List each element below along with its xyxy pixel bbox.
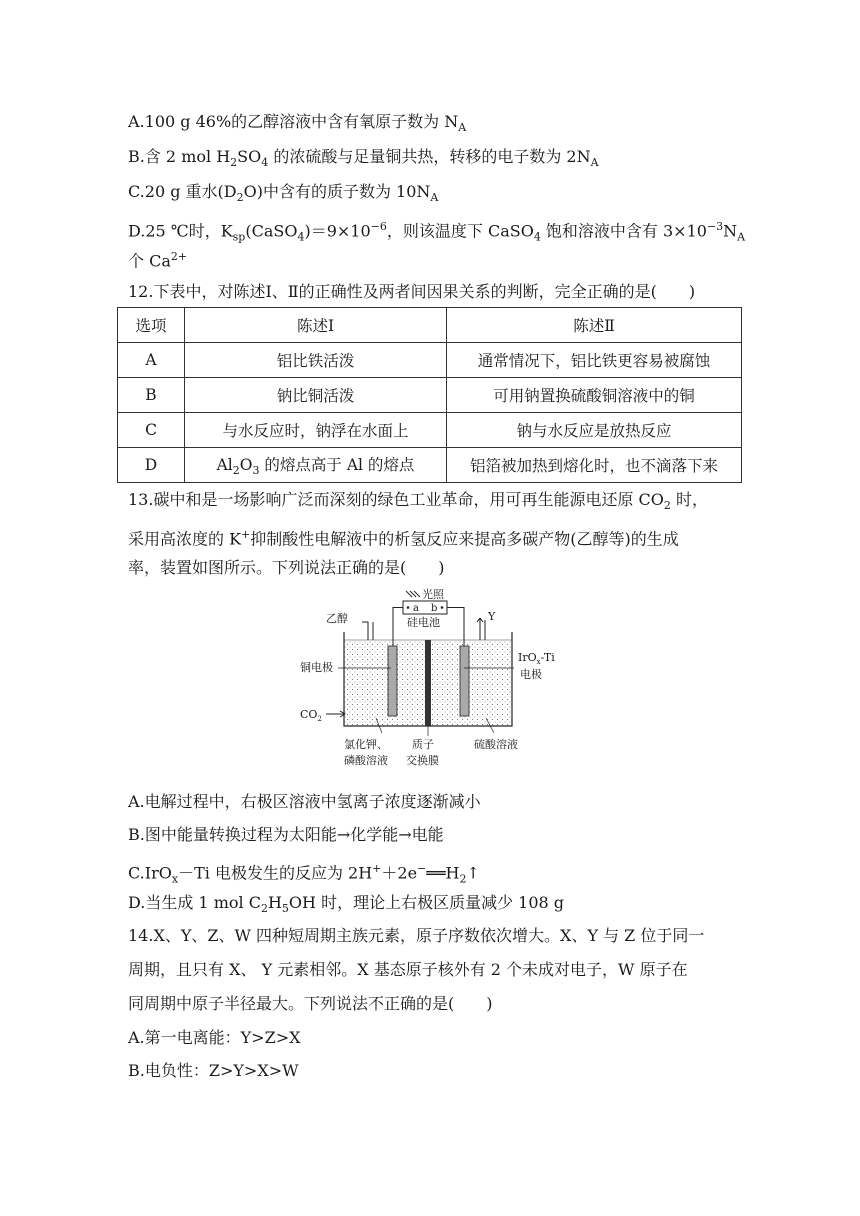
q13-stem-line1: 13.碳中和是一场影响广泛而深刻的绿色工业革命，用可再生能源电还原 $CO_2$ 时， (128, 490, 708, 513)
q12-stem: 12.下表中，对陈述Ⅰ、Ⅱ的正确性及两者间因果关系的判断，完全正确的是( ) (128, 282, 696, 301)
kcl-label: 氯化钾、 (344, 738, 388, 751)
q11-option-c: C.20 g 重水$(D_2O)$中含有的质子数为 $10N_A$ (128, 182, 439, 205)
q13-option-d: D.当生成 1 mol $C_2H_5OH$ 时，理论上右极区质量减少 108 g (128, 893, 565, 916)
q14-stem-line3: 同周期中原子半径最大。下列说法不正确的是( ) (128, 994, 493, 1013)
table-header-cell: 选项 (118, 308, 185, 343)
table-row (118, 413, 742, 448)
table-cell: 通常情况下，铝比铁更容易被腐蚀 (447, 343, 742, 378)
proton-exchange-membrane (425, 640, 431, 726)
q14-option-b: B.电负性：Z>Y>X>W (128, 1061, 299, 1080)
q14-stem-line2: 周期，且只有 X、 Y 元素相邻。X 基态原子核外有 2 个未成对电子，W 原子在 (128, 960, 688, 979)
gas-y-label: Y (488, 610, 496, 623)
q13-stem-line2: 采用高浓度的 K+抑制酸性电解液中的析氢反应来提高多碳产物(乙醇等)的生成 (128, 528, 679, 549)
q13-option-c: C.IrO$_x$－Ti 电极发生的反应为 $2H^++2e^-══H_2↑$ (128, 862, 480, 886)
table-cell: A (118, 343, 185, 378)
table-row (118, 343, 742, 378)
q13-option-a: A.电解过程中，右极区溶液中氢离子浓度逐渐减小 (128, 792, 481, 811)
table-header-cell: 陈述Ⅱ (447, 308, 742, 343)
membrane-label-2: 交换膜 (406, 754, 439, 767)
table-cell: 钠与水反应是放热反应 (447, 413, 742, 448)
electrolysis-diagram (296, 588, 556, 778)
q13-stem-line3: 率，装置如图所示。下列说法正确的是( ) (128, 558, 445, 577)
table-cell: 可用钠置换硫酸铜溶液中的铜 (447, 378, 742, 413)
q11-option-d: D.25 ℃时，$K_{sp}(CaSO_4)=9\times 10^{-6}$，则该温度下 CaSO$_4$ 饱和溶液中含有 $3\times 10^{-3}N_A$ (128, 220, 746, 244)
silicon-cell-box (403, 601, 447, 614)
table-cell: B (118, 378, 185, 413)
copper-electrode-label: 铜电极 (300, 661, 333, 674)
light-arrows-icon (406, 591, 420, 597)
table-cell: 铝比铁活泼 (185, 343, 447, 378)
light-label: 光照 (422, 588, 444, 601)
irox-ti-electrode (460, 646, 469, 716)
table-cell: D (118, 448, 185, 483)
table-header-cell: 陈述Ⅰ (185, 308, 447, 343)
table-cell: 钠比铜活泼 (185, 378, 447, 413)
irox-electrode-label: 电极 (520, 668, 542, 681)
table-header-row (118, 308, 742, 343)
cell-terminal-b: b (431, 603, 438, 614)
table-cell: C (118, 413, 185, 448)
q14-stem-line1: 14.X、Y、Z、W 四种短周期主族元素，原子序数依次增大。X、Y 与 Z 位于同一 (128, 926, 705, 945)
q14-option-a: A.第一电离能：Y>Z>X (128, 1028, 301, 1047)
sulfuric-acid-label: 硫酸溶液 (474, 738, 518, 751)
phosphoric-acid-label: 磷酸溶液 (344, 754, 388, 767)
copper-electrode (388, 646, 397, 716)
membrane-label-1: 质子 (412, 738, 434, 751)
q11-option-b: B.含 2 mol $H_2SO_4$ 的浓硫酸与足量铜共热，转移的电子数为 $2N_A$ (128, 147, 599, 170)
cell-terminal-a: a (413, 603, 419, 614)
table-cell: 铝箔被加热到熔化时，也不滴落下来 (447, 448, 742, 483)
table-row (118, 378, 742, 413)
q12-table (117, 307, 742, 483)
table-cell: $Al_2O_3$ 的熔点高于 Al 的熔点 (185, 448, 447, 483)
q13-option-b: B.图中能量转换过程为太阳能→化学能→电能 (128, 825, 444, 844)
irox-label: IrO$_x$-Ti (518, 651, 555, 666)
co2-label: $CO_2$ (300, 708, 322, 723)
table-cell: 与水反应时，钠浮在水面上 (185, 413, 447, 448)
q11-option-a: A.100 g 46%的乙醇溶液中含有氧原子数为 $N_A$ (128, 112, 467, 135)
ethanol-label: 乙醇 (326, 612, 348, 625)
silicon-cell-label: 硅电池 (407, 616, 440, 629)
q11-option-d-cont: 个 $Ca^{2+}$ (128, 250, 188, 271)
table-row (118, 448, 742, 483)
